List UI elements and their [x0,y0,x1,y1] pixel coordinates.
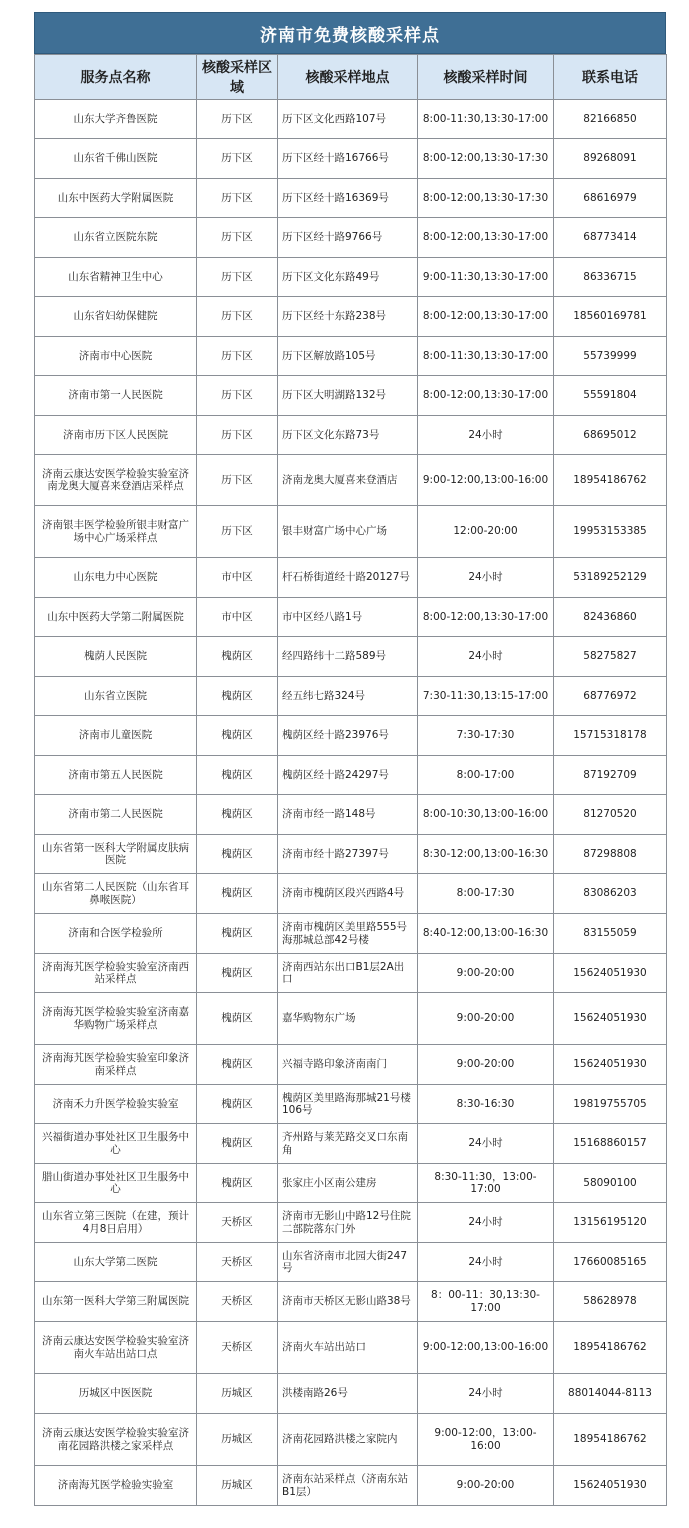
table-row [35,558,667,598]
table-row [35,677,667,716]
site-name-cell: 腊山街道办事处社区卫生服务中心 [35,1164,197,1203]
phone-cell: 89268091 [554,139,667,179]
header-location: 核酸采样地点 [278,55,418,100]
phone-cell: 19819755705 [554,1085,667,1124]
table-row [35,297,667,337]
phone-cell: 18954186762 [554,455,667,506]
district-cell: 槐荫区 [197,677,278,716]
table-header-row [35,55,667,100]
district-cell: 槐荫区 [197,914,278,954]
district-cell: 历下区 [197,100,278,139]
hours-cell: 8:40-12:00,13:00-16:30 [418,914,554,954]
location-cell: 济南市槐荫区美里路555号海那城总部42号楼 [278,914,418,954]
location-cell: 济南花园路洪楼之家院内 [278,1414,418,1466]
table-row [35,598,667,637]
table-row [35,139,667,179]
table-body [35,100,667,1506]
site-name-cell: 山东中医药大学附属医院 [35,179,197,218]
location-cell: 历下区文化西路107号 [278,100,418,139]
location-cell: 槐荫区经十路23976号 [278,716,418,756]
district-cell: 天桥区 [197,1203,278,1243]
location-cell: 银丰财富广场中心广场 [278,506,418,558]
table-row [35,1322,667,1374]
district-cell: 槐荫区 [197,835,278,874]
location-cell: 历下区解放路105号 [278,337,418,376]
site-name-cell: 济南市历下区人民医院 [35,416,197,455]
header-hours: 核酸采样时间 [418,55,554,100]
site-name-cell: 济南市中心医院 [35,337,197,376]
site-name-cell: 历城区中医医院 [35,1374,197,1414]
location-cell: 济南西站东出口B1层2A出口 [278,954,418,993]
location-cell: 经五纬七路324号 [278,677,418,716]
location-cell: 兴福寺路印象济南南门 [278,1045,418,1085]
district-cell: 历城区 [197,1374,278,1414]
location-cell: 济南市槐荫区段兴西路4号 [278,874,418,914]
district-cell: 槐荫区 [197,874,278,914]
location-cell: 历下区文化东路49号 [278,258,418,297]
phone-cell: 83155059 [554,914,667,954]
hours-cell: 12:00-20:00 [418,506,554,558]
district-cell: 历下区 [197,179,278,218]
district-cell: 历下区 [197,139,278,179]
site-name-cell: 山东省千佛山医院 [35,139,197,179]
phone-cell: 18560169781 [554,297,667,337]
site-name-cell: 济南云康达安医学检验实验室济南火车站出站口点 [35,1322,197,1374]
site-name-cell: 济南禾力升医学检验实验室 [35,1085,197,1124]
header-site-name: 服务点名称 [35,55,197,100]
site-name-cell: 山东省精神卫生中心 [35,258,197,297]
header-phone: 联系电话 [554,55,667,100]
phone-cell: 81270520 [554,795,667,835]
hours-cell: 24小时 [418,1374,554,1414]
district-cell: 历下区 [197,455,278,506]
site-name-cell: 山东第一医科大学第三附属医院 [35,1282,197,1322]
phone-cell: 15624051930 [554,1466,667,1506]
site-name-cell: 济南市儿童医院 [35,716,197,756]
site-name-cell: 山东省妇幼保健院 [35,297,197,337]
table-row [35,874,667,914]
site-name-cell: 山东省第一医科大学附属皮肤病医院 [35,835,197,874]
district-cell: 槐荫区 [197,954,278,993]
table-row [35,1243,667,1282]
hours-cell: 24小时 [418,1243,554,1282]
table-row [35,795,667,835]
phone-cell: 68695012 [554,416,667,455]
phone-cell: 15168860157 [554,1124,667,1164]
hours-cell: 8:00-17:00 [418,756,554,795]
phone-cell: 88014044-8113 [554,1374,667,1414]
hours-cell: 7:30-17:30 [418,716,554,756]
location-cell: 济南市经十路27397号 [278,835,418,874]
location-cell: 济南市天桥区无影山路38号 [278,1282,418,1322]
page-title: 济南市免费核酸采样点 [34,12,666,54]
table-row [35,218,667,258]
hours-cell: 24小时 [418,1124,554,1164]
hours-cell: 24小时 [418,558,554,598]
district-cell: 天桥区 [197,1282,278,1322]
location-cell: 历下区经十路16369号 [278,179,418,218]
hours-cell: 9:00-12:00,13:00-16:00 [418,1322,554,1374]
table-row [35,716,667,756]
hours-cell: 9:00-20:00 [418,954,554,993]
phone-cell: 17660085165 [554,1243,667,1282]
table-row [35,416,667,455]
site-name-cell: 槐荫人民医院 [35,637,197,677]
hours-cell: 8:00-10:30,13:00-16:00 [418,795,554,835]
phone-cell: 68773414 [554,218,667,258]
phone-cell: 68616979 [554,179,667,218]
hours-cell: 8:30-11:30，13:00-17:00 [418,1164,554,1203]
location-cell: 历下区经十路16766号 [278,139,418,179]
location-cell: 齐州路与莱芜路交叉口东南角 [278,1124,418,1164]
table-row [35,1164,667,1203]
table-row [35,1203,667,1243]
phone-cell: 15624051930 [554,954,667,993]
table-row [35,258,667,297]
table-row [35,914,667,954]
hours-cell: 8：00-11：30,13:30-17:00 [418,1282,554,1322]
hours-cell: 8:00-12:00,13:30-17:00 [418,376,554,416]
phone-cell: 15715318178 [554,716,667,756]
phone-cell: 82166850 [554,100,667,139]
table-row [35,993,667,1045]
table-row [35,179,667,218]
site-name-cell: 济南海艽医学检验实验室济南西站采样点 [35,954,197,993]
table-row [35,637,667,677]
site-name-cell: 山东省立医院 [35,677,197,716]
location-cell: 槐荫区美里路海那城21号楼106号 [278,1085,418,1124]
district-cell: 槐荫区 [197,1124,278,1164]
table-row [35,756,667,795]
site-name-cell: 山东大学齐鲁医院 [35,100,197,139]
location-cell: 杆石桥街道经十路20127号 [278,558,418,598]
hours-cell: 8:00-17:30 [418,874,554,914]
phone-cell: 55739999 [554,337,667,376]
district-cell: 历下区 [197,376,278,416]
site-name-cell: 济南海艽医学检验实验室 [35,1466,197,1506]
location-cell: 济南火车站出站口 [278,1322,418,1374]
district-cell: 天桥区 [197,1243,278,1282]
site-name-cell: 济南市第五人民医院 [35,756,197,795]
site-name-cell: 山东省第二人民医院（山东省耳鼻喉医院） [35,874,197,914]
hours-cell: 8:00-11:30,13:30-17:00 [418,100,554,139]
phone-cell: 55591804 [554,376,667,416]
table-row [35,954,667,993]
header-district: 核酸采样区域 [197,55,278,100]
phone-cell: 18954186762 [554,1322,667,1374]
phone-cell: 15624051930 [554,1045,667,1085]
location-cell: 济南市经一路148号 [278,795,418,835]
hours-cell: 8:00-12:00,13:30-17:00 [418,297,554,337]
hours-cell: 8:30-16:30 [418,1085,554,1124]
location-cell: 历下区大明湖路132号 [278,376,418,416]
phone-cell: 13156195120 [554,1203,667,1243]
hours-cell: 9:00-11:30,13:30-17:00 [418,258,554,297]
table-row [35,455,667,506]
location-cell: 历下区经十东路238号 [278,297,418,337]
hours-cell: 24小时 [418,1203,554,1243]
hours-cell: 8:30-12:00,13:00-16:30 [418,835,554,874]
phone-cell: 58275827 [554,637,667,677]
location-cell: 洪楼南路26号 [278,1374,418,1414]
location-cell: 济南龙奥大厦喜来登酒店 [278,455,418,506]
district-cell: 历下区 [197,297,278,337]
sampling-sites-table [34,54,667,1506]
district-cell: 历城区 [197,1414,278,1466]
hours-cell: 7:30-11:30,13:15-17:00 [418,677,554,716]
phone-cell: 82436860 [554,598,667,637]
phone-cell: 86336715 [554,258,667,297]
table-row [35,506,667,558]
district-cell: 历下区 [197,506,278,558]
location-cell: 经四路纬十二路589号 [278,637,418,677]
phone-cell: 87192709 [554,756,667,795]
phone-cell: 87298808 [554,835,667,874]
hours-cell: 8:00-12:00,13:30-17:00 [418,598,554,637]
phone-cell: 58090100 [554,1164,667,1203]
location-cell: 市中区经八路1号 [278,598,418,637]
site-name-cell: 济南市第一人民医院 [35,376,197,416]
district-cell: 历下区 [197,416,278,455]
phone-cell: 15624051930 [554,993,667,1045]
phone-cell: 19953153385 [554,506,667,558]
location-cell: 山东省济南市北园大街247号 [278,1243,418,1282]
table-row [35,100,667,139]
sampling-sites-sheet [34,12,666,1506]
phone-cell: 18954186762 [554,1414,667,1466]
site-name-cell: 济南海艽医学检验实验室印象济南采样点 [35,1045,197,1085]
location-cell: 槐荫区经十路24297号 [278,756,418,795]
hours-cell: 9:00-20:00 [418,1466,554,1506]
table-row [35,376,667,416]
site-name-cell: 济南市第二人民医院 [35,795,197,835]
hours-cell: 8:00-12:00,13:30-17:30 [418,139,554,179]
site-name-cell: 山东电力中心医院 [35,558,197,598]
table-row [35,1045,667,1085]
district-cell: 市中区 [197,598,278,637]
district-cell: 天桥区 [197,1322,278,1374]
location-cell: 历下区经十路9766号 [278,218,418,258]
hours-cell: 24小时 [418,637,554,677]
location-cell: 济南东站采样点（济南东站B1层） [278,1466,418,1506]
location-cell: 济南市无影山中路12号住院二部院落东门外 [278,1203,418,1243]
site-name-cell: 济南和合医学检验所 [35,914,197,954]
table-row [35,835,667,874]
site-name-cell: 济南海艽医学检验实验室济南嘉华购物广场采样点 [35,993,197,1045]
district-cell: 槐荫区 [197,1045,278,1085]
district-cell: 市中区 [197,558,278,598]
site-name-cell: 山东中医药大学第二附属医院 [35,598,197,637]
district-cell: 槐荫区 [197,795,278,835]
district-cell: 槐荫区 [197,1164,278,1203]
hours-cell: 9:00-20:00 [418,993,554,1045]
location-cell: 嘉华购物东广场 [278,993,418,1045]
district-cell: 槐荫区 [197,756,278,795]
table-row [35,1374,667,1414]
location-cell: 历下区文化东路73号 [278,416,418,455]
phone-cell: 58628978 [554,1282,667,1322]
hours-cell: 24小时 [418,416,554,455]
district-cell: 历城区 [197,1466,278,1506]
district-cell: 历下区 [197,258,278,297]
table-row [35,1085,667,1124]
site-name-cell: 济南银丰医学检验所银丰财富广场中心广场采样点 [35,506,197,558]
district-cell: 槐荫区 [197,637,278,677]
location-cell: 张家庄小区南公建房 [278,1164,418,1203]
site-name-cell: 济南云康达安医学检验实验室济南龙奥大厦喜来登酒店采样点 [35,455,197,506]
hours-cell: 9:00-12:00，13:00-16:00 [418,1414,554,1466]
hours-cell: 9:00-20:00 [418,1045,554,1085]
site-name-cell: 山东大学第二医院 [35,1243,197,1282]
site-name-cell: 山东省立第三医院（在建，预计4月8日启用） [35,1203,197,1243]
table-row [35,337,667,376]
table-row [35,1414,667,1466]
district-cell: 槐荫区 [197,1085,278,1124]
hours-cell: 9:00-12:00,13:00-16:00 [418,455,554,506]
hours-cell: 8:00-12:00,13:30-17:00 [418,218,554,258]
phone-cell: 53189252129 [554,558,667,598]
table-row [35,1282,667,1322]
phone-cell: 83086203 [554,874,667,914]
district-cell: 历下区 [197,337,278,376]
table-row [35,1466,667,1506]
district-cell: 历下区 [197,218,278,258]
table-row [35,1124,667,1164]
site-name-cell: 山东省立医院东院 [35,218,197,258]
district-cell: 槐荫区 [197,716,278,756]
hours-cell: 8:00-12:00,13:30-17:30 [418,179,554,218]
phone-cell: 68776972 [554,677,667,716]
hours-cell: 8:00-11:30,13:30-17:00 [418,337,554,376]
site-name-cell: 济南云康达安医学检验实验室济南花园路洪楼之家采样点 [35,1414,197,1466]
district-cell: 槐荫区 [197,993,278,1045]
site-name-cell: 兴福街道办事处社区卫生服务中心 [35,1124,197,1164]
